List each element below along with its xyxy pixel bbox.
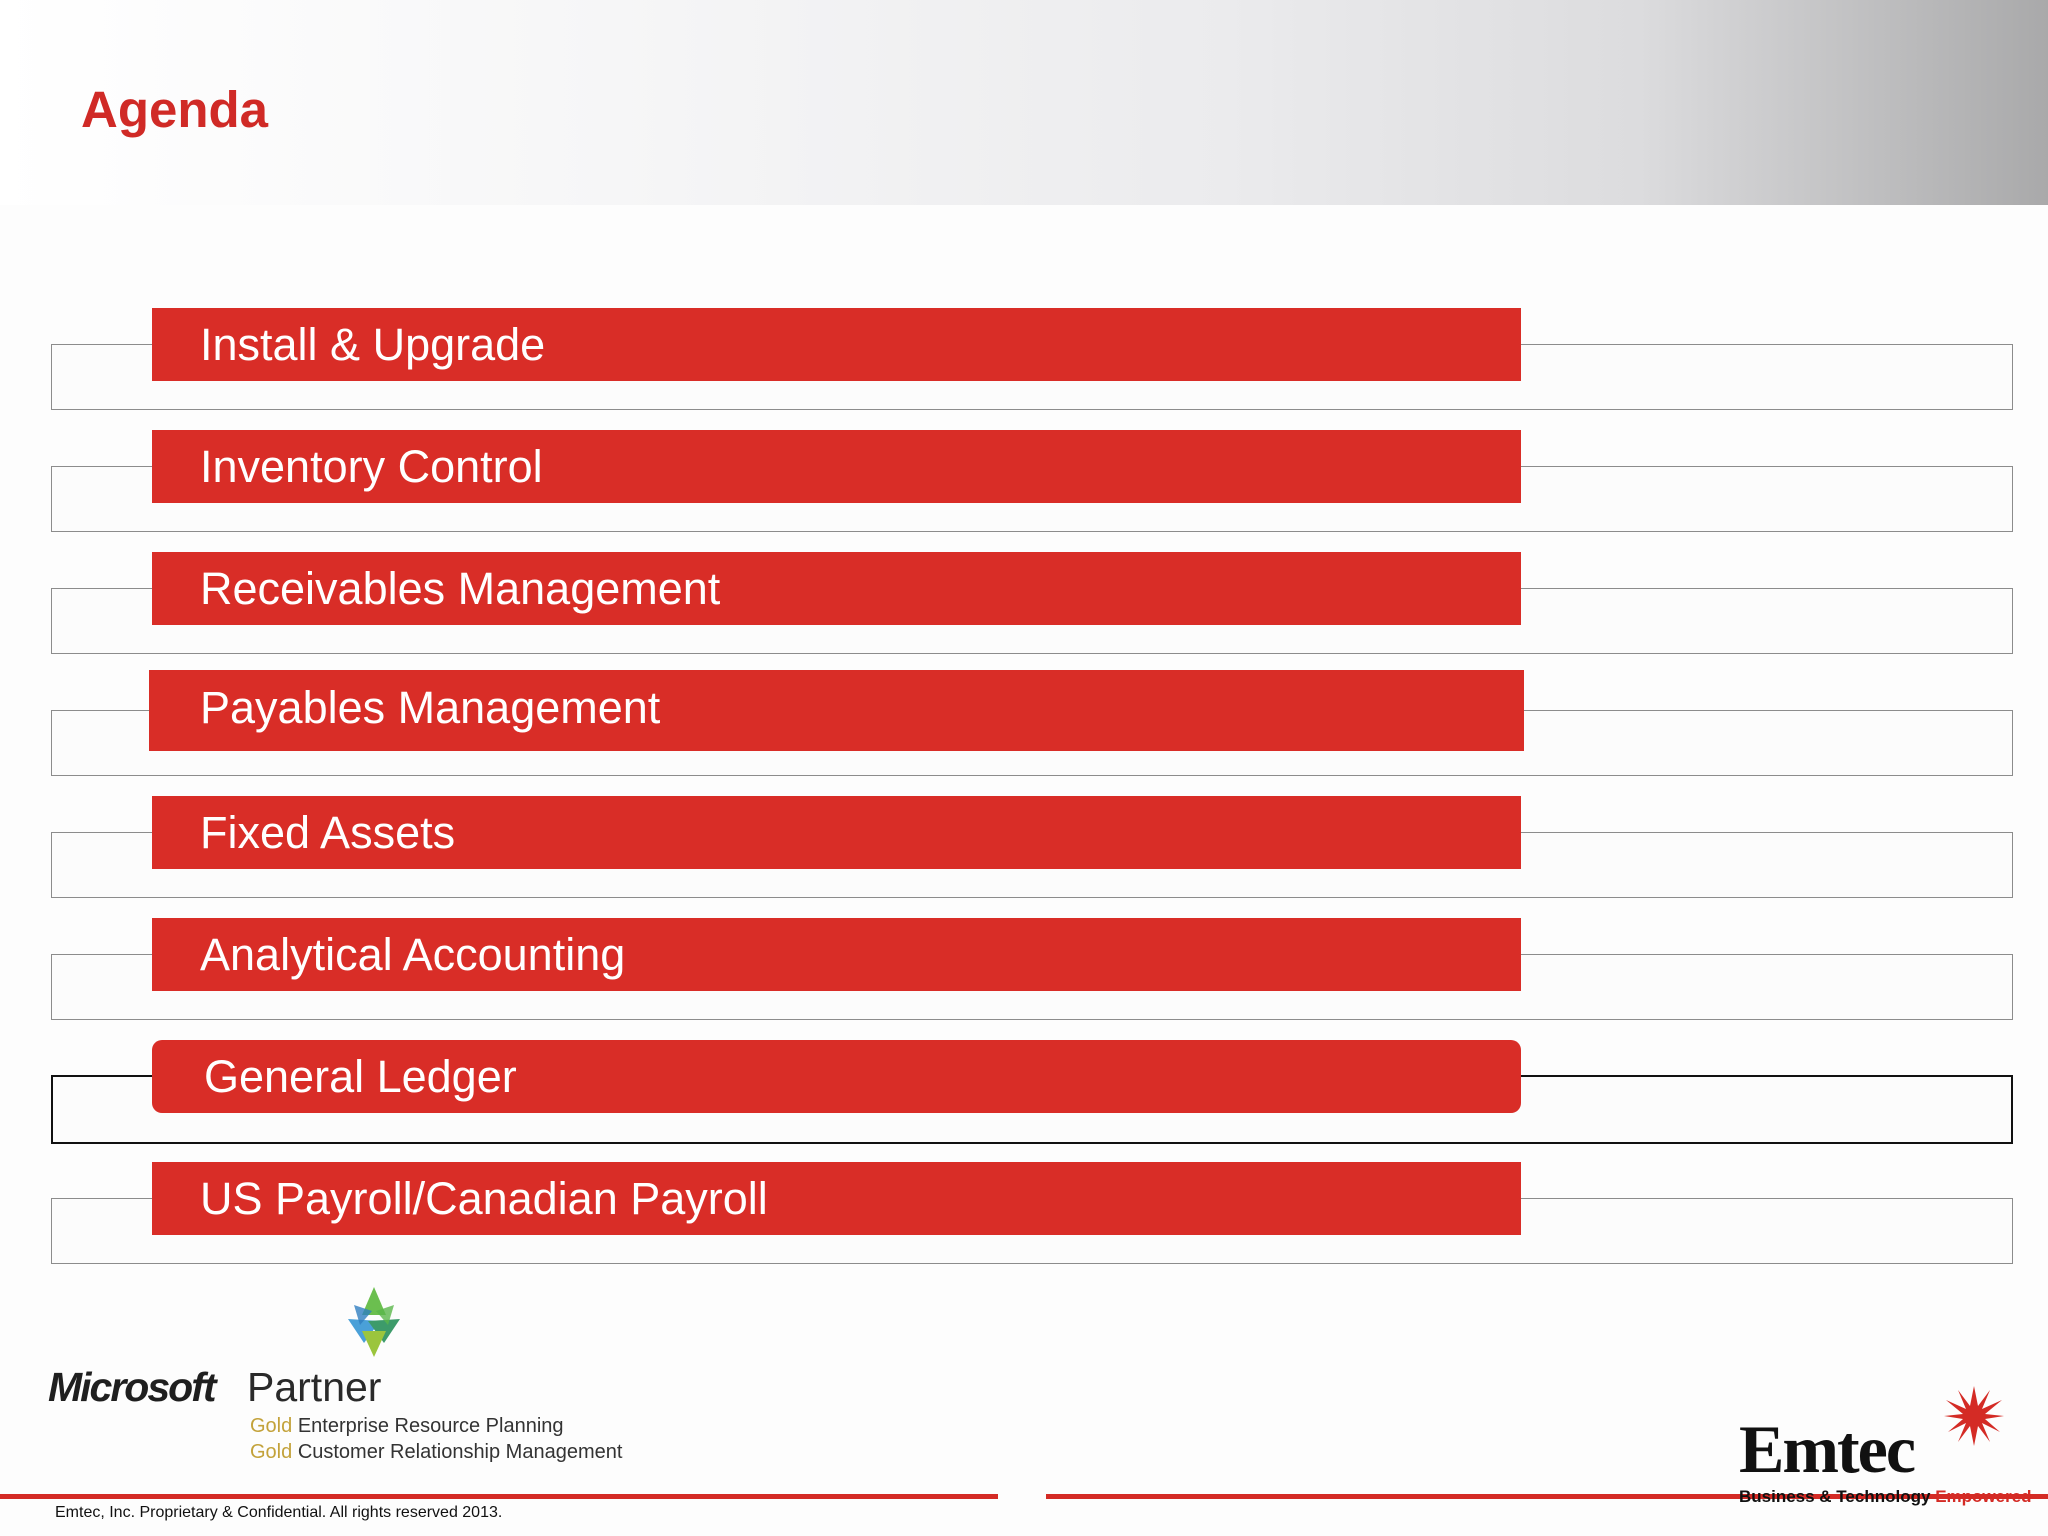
agenda-item-receivables-management bbox=[0, 544, 2048, 664]
starburst-icon bbox=[1944, 1386, 2004, 1446]
emtec-tagline bbox=[1739, 1487, 2032, 1507]
agenda-item-bar bbox=[152, 796, 1521, 869]
microsoft-partner-logo bbox=[48, 1285, 668, 1475]
agenda-item-bar-highlighted bbox=[152, 1040, 1521, 1113]
competency-line bbox=[250, 1415, 564, 1438]
agenda-item-fixed-assets bbox=[0, 788, 2048, 908]
agenda-item-label: Payables Management bbox=[200, 682, 661, 733]
tagline-prefix: Business & Technology bbox=[1739, 1487, 1931, 1506]
agenda-item-bar bbox=[149, 670, 1524, 751]
competency-level: Gold bbox=[250, 1441, 293, 1463]
emtec-wordmark: Emtec bbox=[1739, 1411, 1915, 1487]
agenda-item-analytical-accounting bbox=[0, 910, 2048, 1030]
competency-line bbox=[250, 1441, 622, 1464]
agenda-item-label: US Payroll/Canadian Payroll bbox=[200, 1173, 768, 1224]
emtec-logo bbox=[1730, 1380, 2048, 1520]
microsoft-partner-star-icon bbox=[334, 1285, 414, 1361]
agenda-item-payables-management bbox=[0, 666, 2048, 786]
agenda-item-label: Receivables Management bbox=[200, 563, 721, 614]
footer-divider-left bbox=[0, 1494, 998, 1499]
competency-area: Customer Relationship Management bbox=[297, 1441, 623, 1463]
agenda-item-bar bbox=[152, 552, 1521, 625]
agenda-item-label: Install & Upgrade bbox=[200, 319, 546, 370]
tagline-emphasis: Empowered bbox=[1935, 1487, 2032, 1506]
competency-area: Enterprise Resource Planning bbox=[297, 1415, 564, 1437]
agenda-item-inventory-control bbox=[0, 422, 2048, 542]
agenda-item-label: Inventory Control bbox=[200, 441, 543, 492]
page-title: Agenda bbox=[81, 81, 269, 138]
agenda-item-install-upgrade bbox=[0, 300, 2048, 420]
copyright-notice: Emtec, Inc. Proprietary & Confidential. All rights reserved 2013. bbox=[55, 1504, 503, 1521]
agenda-item-label: Analytical Accounting bbox=[200, 929, 626, 980]
agenda-item-bar bbox=[152, 430, 1521, 503]
competency-level: Gold bbox=[250, 1415, 293, 1437]
agenda-item-bar bbox=[152, 308, 1521, 381]
agenda-item-general-ledger bbox=[0, 1032, 2048, 1152]
microsoft-wordmark: Microsoft bbox=[48, 1364, 215, 1410]
agenda-item-label: Fixed Assets bbox=[200, 807, 456, 858]
agenda-item-bar bbox=[152, 1162, 1521, 1235]
agenda-item-bar bbox=[152, 918, 1521, 991]
agenda-item-label: General Ledger bbox=[204, 1051, 517, 1102]
partner-label: Partner bbox=[247, 1364, 382, 1410]
agenda-item-payroll bbox=[0, 1154, 2048, 1274]
